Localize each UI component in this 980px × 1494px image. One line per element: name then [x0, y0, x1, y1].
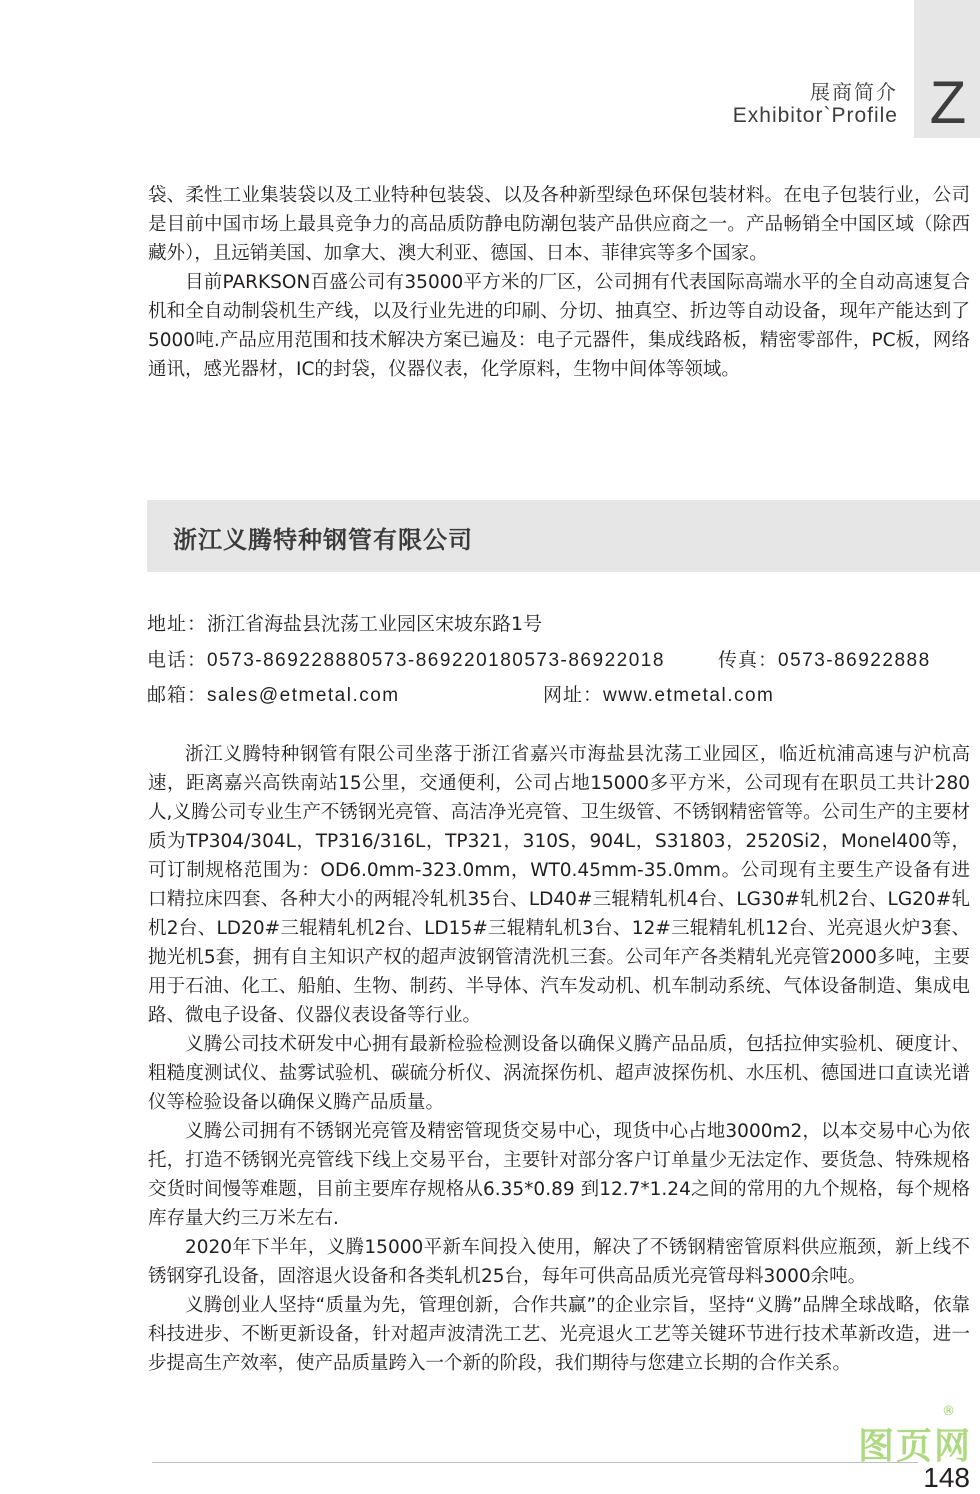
previous-paragraph-1: 袋、柔性工业集装袋以及工业特种包装袋、以及各种新型绿色环保包装材料。在电子包装行业，公司是目前中国市场上最具竞争力的高品质防静电防潮包装产品供应商之一。产品畅销全中国区域（除西藏外），且远销美国、加拿大、澳大利亚、德国、日本、菲律宾等多个国家。	[148, 185, 970, 264]
fax-label: 传真：	[718, 649, 779, 671]
address-label: 地址：	[147, 613, 208, 635]
address-value: 浙江省海盐县沈荡工业园区宋坡东路1号	[207, 613, 543, 635]
company-name: 浙江义腾特种钢管有限公司	[173, 526, 473, 554]
fax-value: 0573-86922888	[778, 650, 931, 671]
email-label: 邮箱：	[147, 684, 208, 706]
previous-paragraph-2: 目前PARKSON百盛公司有35000平方米的厂区，公司拥有代表国际高端水平的全自动高速复合机和全自动制袋机生产线，以及行业先进的印刷、分切、抽真空、折边等自动设备，现年产能达到了5000吨.产品应用范围和技术解决方案已遍及：电子元器件，集成线路板，精密零部件，PC板，网络通讯，感光器材，IC的封袋，仪器仪表，化学原料，生物中间体等领域。	[148, 272, 970, 380]
page-number: 148	[923, 1462, 970, 1493]
phone-line	[147, 645, 665, 672]
previous-company-text	[148, 181, 970, 384]
section-title-en: Exhibitor`Profile	[732, 104, 898, 127]
section-letter: Z	[929, 69, 967, 136]
company-paragraph-1: 浙江义腾特种钢管有限公司坐落于浙江省嘉兴市海盐县沈荡工业园区，临近杭浦高速与沪杭高速，距离嘉兴高铁南站15公里，交通便利，公司占地15000多平方米，公司现有在职员工共计280人,义腾公司专业生产不锈钢光亮管、高洁净光亮管、卫生级管、不锈钢精密管等。公司生产的主要材质为TP304/304L，TP316/316L，TP321，310S，904L，S31803，2520Si2，Monel400等，可订制规格范围为：OD6.0mm-323.0mm，WT0.45mm-35.0mm。公司现有主要生产设备有进口精拉床四套、各种大小的两辊冷轧机35台、LD40#三辊精轧机4台、LG30#轧机2台、LG20#轧机2台、LD20#三辊精轧机2台、LD15#三辊精轧机3台、12#三辊精轧机12台、光亮退火炉3套、抛光机5套，拥有自主知识产权的超声波钢管清洗机三套。公司年产各类精轧光亮管2000多吨，主要用于石油、化工、船舶、生物、制药、半导体、汽车发动机、机车制动系统、气体设备制造、集成电路、微电子设备、仪器仪表设备等行业。	[148, 744, 970, 1026]
company-paragraph-3: 义腾公司拥有不锈钢光亮管及精密管现货交易中心，现货中心占地3000m2，以本交易中心为依托，打造不锈钢光亮管线下线上交易平台，主要针对部分客户订单量少无法定作、要货急、特殊规格交货时间慢等难题，目前主要库存规格从6.35*0.89 到12.7*1.24之间的常用的九个规格，每个规格库存量大约三万米左右.	[148, 1121, 970, 1229]
section-title-cn: 展商简介	[810, 80, 898, 104]
footer-divider	[152, 1462, 918, 1463]
web-value[interactable]: www.etmetal.com	[603, 685, 775, 706]
company-description	[148, 740, 970, 1378]
web-line	[543, 680, 774, 707]
company-header-band	[147, 500, 980, 572]
phone-label: 电话：	[147, 649, 208, 671]
company-paragraph-2: 义腾公司技术研发中心拥有最新检验检测设备以确保义腾产品品质，包括拉伸实验机、硬度计、粗糙度测试仪、盐雾试验机、碳硫分析仪、涡流探伤机、超声波探伤机、水压机、德国进口直读光谱仪等检验设备以确保义腾产品质量。	[148, 1034, 970, 1113]
email-value[interactable]: sales@etmetal.com	[207, 685, 400, 706]
email-line	[147, 680, 400, 707]
web-label: 网址：	[543, 684, 604, 706]
company-paragraph-5: 义腾创业人坚持“质量为先，管理创新，合作共赢”的企业宗旨，坚持“义腾”品牌全球战略，依靠科技进步、不断更新设备，针对超声波清洗工艺、光亮退火工艺等关键环节进行技术革新改造，进一步提高生产效率，使产品质量跨入一个新的阶段，我们期待与您建立长期的合作关系。	[148, 1295, 970, 1374]
watermark-registered-mark: ®	[942, 1404, 955, 1419]
company-paragraph-4: 2020年下半年，义腾15000平新车间投入使用，解决了不锈钢精密管原料供应瓶颈，新上线不锈钢穿孔设备，固溶退火设备和各类轧机25台，每年可供高品质光亮管母料3000余吨。	[148, 1237, 970, 1287]
address-line	[147, 609, 542, 636]
fax-line	[718, 645, 931, 672]
watermark-logo: 图页网	[858, 1426, 973, 1467]
phone-value: 0573-869228880573-869220180573-86922018	[207, 650, 665, 671]
